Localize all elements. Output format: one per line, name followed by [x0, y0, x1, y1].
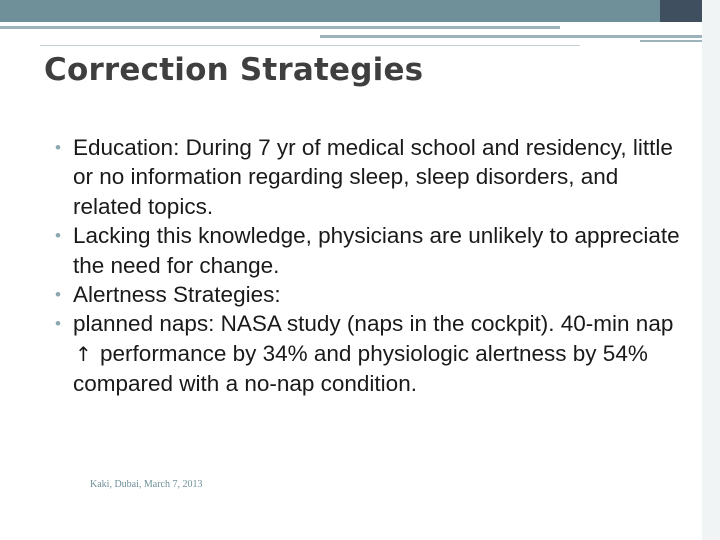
- bullet-text: Alertness Strategies:: [73, 282, 281, 308]
- bullet-marker: •: [55, 138, 61, 157]
- right-edge-bar: [702, 0, 720, 540]
- bullet-item: [52, 280, 692, 309]
- decorative-line: [0, 26, 560, 29]
- bullet-marker: •: [55, 285, 61, 305]
- slide-footer: Kaki, Dubai, March 7, 2013: [90, 479, 203, 490]
- up-arrow-icon: ↑: [75, 341, 92, 366]
- bullet-list: [52, 133, 692, 399]
- bullet-marker: •: [55, 226, 61, 246]
- bullet-marker: •: [55, 314, 61, 334]
- slide-title: Correction Strategies: [44, 52, 424, 88]
- decorative-line: [320, 35, 720, 38]
- decorative-line: [40, 45, 580, 46]
- bullet-text: planned naps: NASA study (naps in the cockpit). 40-min nap: [73, 311, 674, 337]
- bullet-item: [52, 309, 692, 398]
- bullet-text: Lacking this knowledge, physicians are unlikely to appreciate the need for change.: [73, 223, 680, 278]
- top-decorative-band: [0, 0, 720, 22]
- bullet-text: performance by 34% and physiologic alertness by 54% compared with a no-nap condition.: [73, 340, 648, 397]
- bullet-text: Education: During 7 yr of medical school and residency, little or no information regarding sleep, sleep disorders, and related topics.: [73, 135, 673, 219]
- bullet-item: [52, 133, 692, 221]
- bullet-item: [52, 221, 692, 280]
